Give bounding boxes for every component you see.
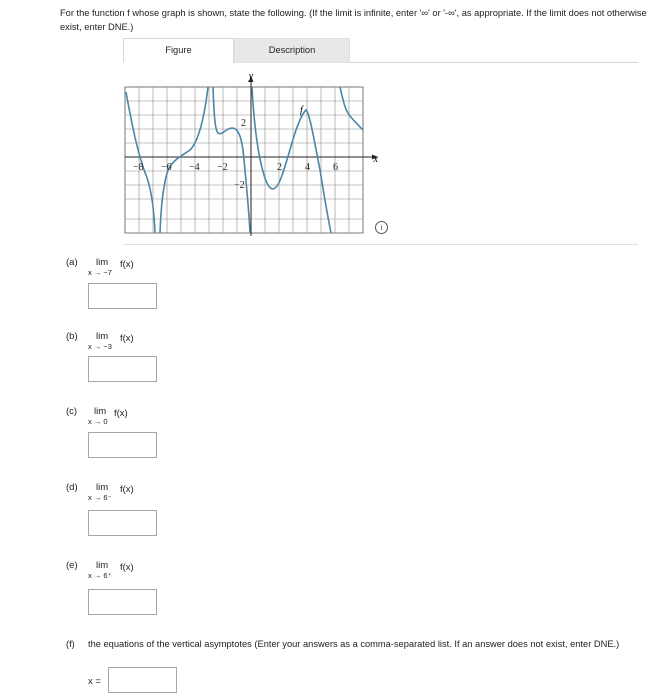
answer-input-c[interactable] bbox=[88, 432, 157, 458]
y-axis-label: y bbox=[248, 71, 254, 82]
divider bbox=[123, 244, 638, 245]
answer-input-d[interactable] bbox=[88, 510, 157, 536]
function-label: f bbox=[300, 105, 303, 116]
part-f-text: the equations of the vertical asymptotes (Enter your answers as a comma-separated list. If an answer does not exist, enter DNE.) bbox=[88, 639, 620, 649]
y-tick-label: −2 bbox=[234, 180, 245, 191]
x-tick-label: −8 bbox=[133, 162, 144, 173]
limit-expression: lim x → 6⁻ f(x) bbox=[88, 482, 134, 502]
info-icon[interactable]: i bbox=[375, 221, 388, 234]
x-axis-label: x bbox=[373, 154, 378, 165]
x-tick-label: 2 bbox=[277, 162, 282, 173]
part-label: (c) bbox=[66, 406, 78, 417]
limit-expression: lim x → 6⁺ f(x) bbox=[88, 560, 134, 580]
answer-input-a[interactable] bbox=[88, 283, 157, 309]
answer-input-e[interactable] bbox=[88, 589, 157, 615]
limit-expression: lim x → 0 f(x) bbox=[88, 406, 128, 426]
part-label: (f) bbox=[66, 639, 75, 649]
x-equals-label: x = bbox=[88, 676, 101, 687]
function-curve bbox=[126, 87, 363, 233]
function-graph bbox=[110, 70, 380, 236]
limit-expression: lim x → −3 f(x) bbox=[88, 331, 134, 351]
tab-figure[interactable]: Figure bbox=[123, 38, 234, 63]
part-label: (b) bbox=[66, 331, 78, 342]
tab-description[interactable]: Description bbox=[234, 38, 350, 63]
x-tick-label: −4 bbox=[189, 162, 200, 173]
tab-bar bbox=[123, 38, 638, 63]
x-tick-label: −2 bbox=[217, 162, 228, 173]
x-tick-label: −6 bbox=[161, 162, 172, 173]
x-tick-label: 6 bbox=[333, 162, 338, 173]
y-tick-label: 2 bbox=[241, 118, 246, 129]
limit-expression: lim x → −7 f(x) bbox=[88, 257, 134, 277]
x-tick-label: 4 bbox=[305, 162, 310, 173]
instructions: For the function f whose graph is shown, state the following. (If the limit is infinite, enter '∞' or '-∞', as appropriate. If the limit does not otherwise exist, enter DNE.) bbox=[60, 8, 647, 32]
part-label: (e) bbox=[66, 560, 78, 571]
answer-input-b[interactable] bbox=[88, 356, 157, 382]
part-label: (d) bbox=[66, 482, 78, 493]
part-label: (a) bbox=[66, 257, 78, 268]
answer-input-f[interactable] bbox=[108, 667, 177, 693]
